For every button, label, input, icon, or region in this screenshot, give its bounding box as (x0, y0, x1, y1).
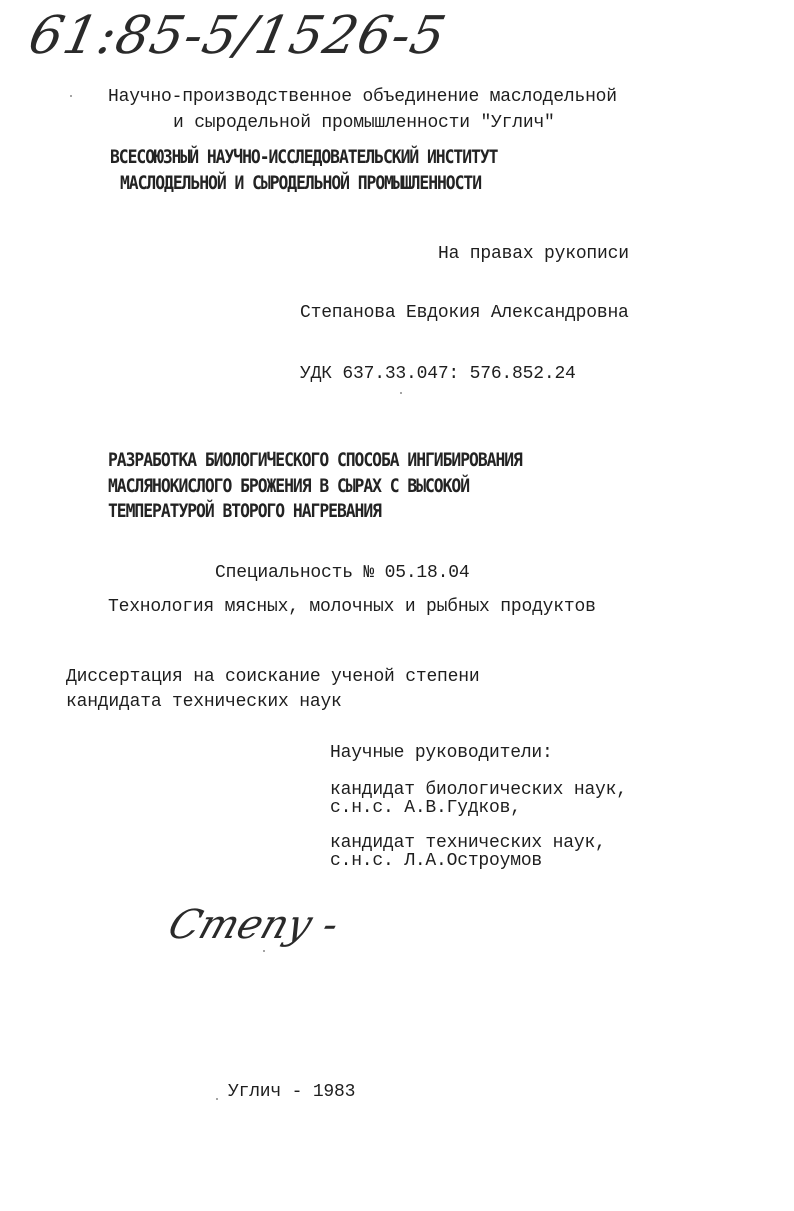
supervisor-1-degree: кандидат биологических наук, (330, 780, 627, 800)
specialty-name: Технология мясных, молочных и рыбных продуктов (108, 597, 596, 617)
handwritten-archive-mark: 61:85-5/1526-5 (23, 6, 452, 66)
supervisor-2-name: с.н.с. Л.А.Остроумов (330, 851, 543, 871)
organization-line-2: и сыродельной промышленности "Углич" (173, 113, 555, 133)
supervisor-1-name: с.н.с. А.В.Гудков, (330, 798, 521, 818)
specialty-code: Специальность № 05.18.04 (215, 563, 470, 583)
dissertation-degree-line-2: кандидата технических наук (66, 692, 342, 712)
scan-speck (263, 950, 265, 952)
author-name: Степанова Евдокия Александровна (300, 303, 629, 323)
institute-line-2: МАСЛОДЕЛЬНОЙ И СЫРОДЕЛЬНОЙ ПРОМЫШЛЕННОСТИ (120, 172, 482, 194)
manuscript-rights: На правах рукописи (438, 244, 629, 264)
supervisor-2-degree: кандидат технических наук, (330, 833, 606, 853)
organization-line-1: Научно-производственное объединение маслодельной (108, 87, 617, 107)
udc-code: УДК 637.33.047: 576.852.24 (300, 364, 576, 384)
supervisors-heading: Научные руководители: (330, 743, 553, 763)
institute-line-1: ВСЕСОЮЗНЫЙ НАУЧНО-ИССЛЕДОВАТЕЛЬСКИЙ ИНСТИТУТ (110, 146, 498, 168)
handwritten-signature: Степу - (162, 902, 345, 948)
scan-speck (70, 95, 72, 97)
scan-speck (216, 1098, 218, 1100)
place-and-year: Углич - 1983 (228, 1082, 356, 1102)
dissertation-title-line-1: РАЗРАБОТКА БИОЛОГИЧЕСКОГО СПОСОБА ИНГИБИРОВАНИЯ (108, 449, 522, 471)
dissertation-degree-line-1: Диссертация на соискание ученой степени (66, 667, 480, 687)
dissertation-title-line-2: МАСЛЯНОКИСЛОГО БРОЖЕНИЯ В СЫРАХ С ВЫСОКОЙ (108, 475, 470, 497)
dissertation-title-line-3: ТЕМПЕРАТУРОЙ ВТОРОГО НАГРЕВАНИЯ (108, 500, 381, 522)
scan-speck (400, 392, 402, 394)
